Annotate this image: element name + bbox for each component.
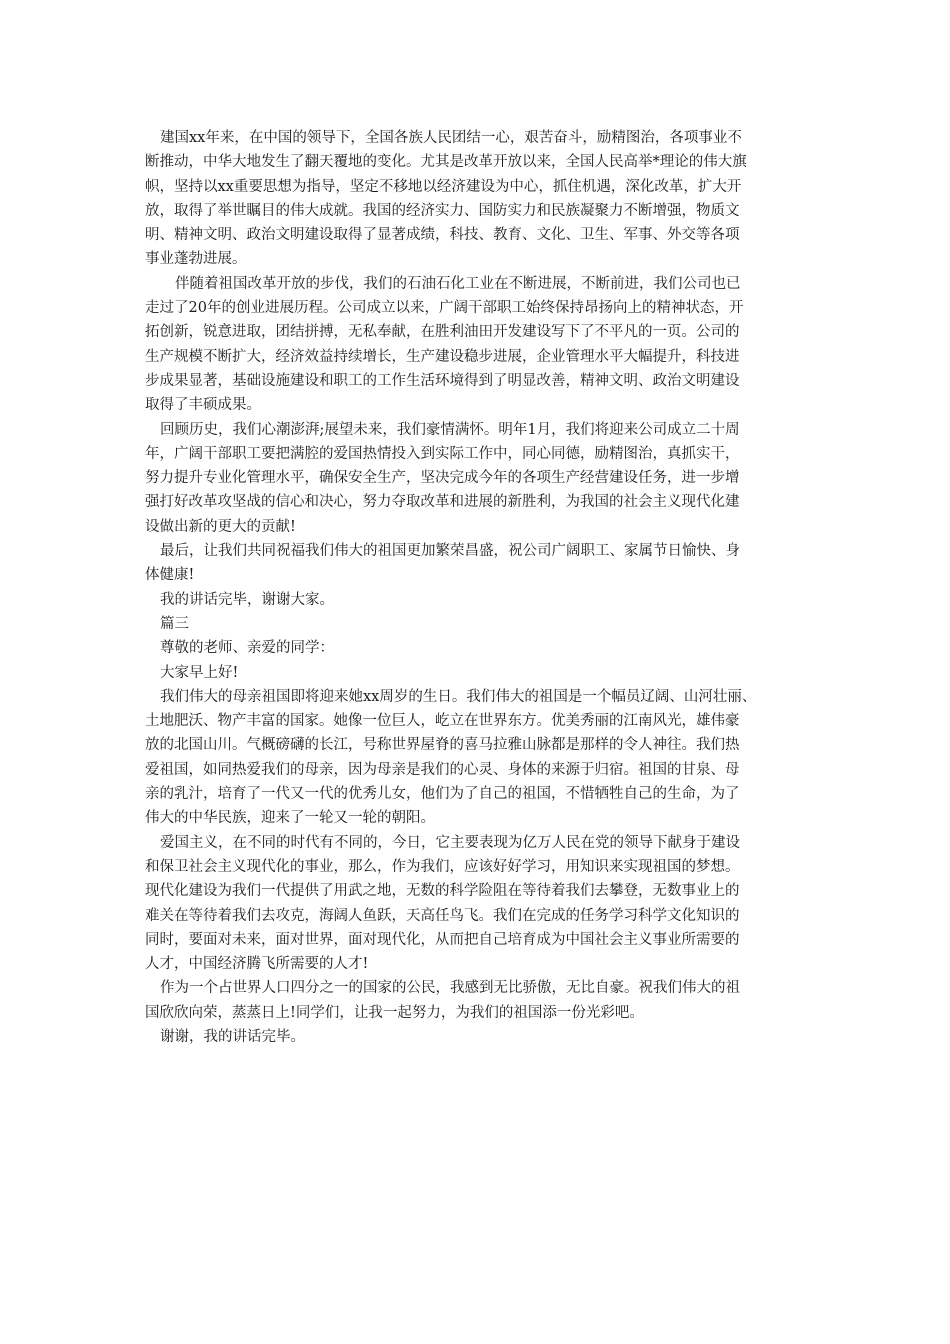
text-line: 和保卫社会主义现代化的事业，那么，作为我们，应该好好学习，用知识来实现祖国的梦想。 bbox=[145, 858, 740, 875]
paragraph bbox=[145, 539, 825, 588]
paragraph bbox=[145, 661, 825, 685]
text-line: 人才，中国经济腾飞所需要的人才! bbox=[145, 956, 369, 973]
paragraph bbox=[145, 418, 825, 539]
text-line: 建国xx年来，在中国的领导下，全国各族人民团结一心，艰苦奋斗，励精图治，各项事业不 bbox=[160, 130, 742, 146]
text-line: 土地肥沃、物产丰富的国家。她像一位巨人，屹立在世界东方。优美秀丽的江南风光，雄伟豪 bbox=[145, 713, 740, 730]
text-line: 放的北国山川。气概磅礴的长江，号称世界屋脊的喜马拉雅山脉都是那样的令人神往。我们热 bbox=[145, 737, 740, 754]
text-line: 我们伟大的母亲祖国即将迎来她xx周岁的生日。我们伟大的祖国是一个幅员辽阔、山河壮丽、 bbox=[160, 688, 757, 705]
text-line: 体健康! bbox=[145, 567, 195, 584]
text-line: 断推动，中华大地发生了翻天覆地的变化。尤其是改革开放以来，全国人民高举*理论的伟大旗 bbox=[145, 154, 747, 171]
text-line: 现代化建设为我们一代提供了用武之地，无数的科学险阻在等待着我们去攀登，无数事业上的 bbox=[145, 883, 740, 900]
text-line: 努力提升专业化管理水平，确保安全生产，坚决完成今年的各项生产经营建设任务，进一步增 bbox=[145, 470, 740, 487]
text-line: 放，取得了举世瞩目的伟大成就。我国的经济实力、国防实力和民族凝聚力不断增强，物质文 bbox=[145, 202, 740, 219]
paragraph bbox=[145, 588, 825, 612]
document-body bbox=[145, 126, 825, 1049]
text-line: 爱祖国，如同热爱我们的母亲，因为母亲是我们的心灵、身体的来源于归宿。祖国的甘泉、母 bbox=[145, 761, 740, 778]
text-line: 伴随着祖国改革开放的步伐，我们的石油石化工业在不断进展，不断前进，我们公司也已 bbox=[175, 275, 741, 292]
paragraph bbox=[145, 831, 825, 977]
paragraph bbox=[145, 685, 825, 831]
text-line: 走过了20年的创业进展历程。公司成立以来，广阔干部职工始终保持昂扬向上的精神状态，开 bbox=[145, 300, 744, 317]
text-line: 最后，让我们共同祝福我们伟大的祖国更加繁荣昌盛，祝公司广阔职工、家属节日愉快、身 bbox=[160, 543, 740, 560]
text-line: 国欣欣向荣，蒸蒸日上!同学们，让我一起努力，为我们的祖国添一份光彩吧。 bbox=[145, 1004, 644, 1021]
text-line: 拓创新，锐意进取，团结拼搏，无私奉献，在胜利油田开发建设写下了不平凡的一页。公司的 bbox=[145, 324, 740, 341]
text-line: 大家早上好! bbox=[160, 664, 239, 681]
text-line: 强打好改革攻坚战的信心和决心，努力夺取改革和进展的新胜利，为我国的社会主义现代化建 bbox=[145, 494, 740, 511]
text-line: 明、精神文明、政治文明建设取得了显著成绩，科技、教育、文化、卫生、军事、外交等各项 bbox=[145, 227, 740, 244]
text-line: 同时，要面对未来，面对世界，面对现代化，从而把自己培育成为中国社会主义事业所需要的 bbox=[145, 931, 740, 948]
text-line: 亲的乳汁，培育了一代又一代的优秀儿女，他们为了自己的祖国，不惜牺牲自己的生命，为了 bbox=[145, 786, 740, 803]
text-line: 事业蓬勃进展。 bbox=[145, 251, 247, 268]
paragraph bbox=[145, 612, 825, 636]
text-line: 作为一个占世界人口四分之一的国家的公民，我感到无比骄傲，无比自豪。祝我们伟大的祖 bbox=[160, 980, 740, 997]
paragraph bbox=[145, 976, 825, 1025]
text-line: 回顾历史，我们心潮澎湃;展望未来，我们豪情满怀。明年1月，我们将迎来公司成立二十周 bbox=[160, 421, 740, 438]
text-line: 谢谢，我的讲话完毕。 bbox=[160, 1028, 305, 1045]
paragraph bbox=[145, 272, 825, 418]
text-line: 帜，坚持以xx重要思想为指导，坚定不移地以经济建设为中心，抓住机遇，深化改革，扩大开 bbox=[145, 178, 742, 195]
text-line: 年，广阔干部职工要把满腔的爱国热情投入到实际工作中，同心同德，励精图治，真抓实干， bbox=[145, 445, 740, 462]
text-line: 难关在等待着我们去攻克，海阔人鱼跃，天高任鸟飞。我们在完成的任务学习科学文化知识的 bbox=[145, 907, 740, 924]
paragraph bbox=[145, 636, 825, 660]
text-line: 步成果显著，基础设施建设和职工的工作生活环境得到了明显改善，精神文明、政治文明建设 bbox=[145, 372, 740, 389]
text-line: 取得了丰硕成果。 bbox=[145, 397, 261, 414]
text-line: 伟大的中华民族，迎来了一轮又一轮的朝阳。 bbox=[145, 810, 435, 827]
text-line: 设做出新的更大的贡献! bbox=[145, 518, 296, 535]
text-line: 尊敬的老师、亲爱的同学： bbox=[160, 640, 334, 657]
paragraph bbox=[145, 126, 825, 272]
paragraph bbox=[145, 1025, 825, 1049]
text-line: 篇三 bbox=[160, 615, 189, 632]
text-line: 我的讲话完毕，谢谢大家。 bbox=[160, 591, 334, 608]
text-line: 生产规模不断扩大，经济效益持续增长，生产建设稳步进展，企业管理水平大幅提升，科技进 bbox=[145, 348, 740, 365]
text-line: 爱国主义，在不同的时代有不同的，今日，它主要表现为亿万人民在党的领导下献身于建设 bbox=[160, 834, 740, 851]
